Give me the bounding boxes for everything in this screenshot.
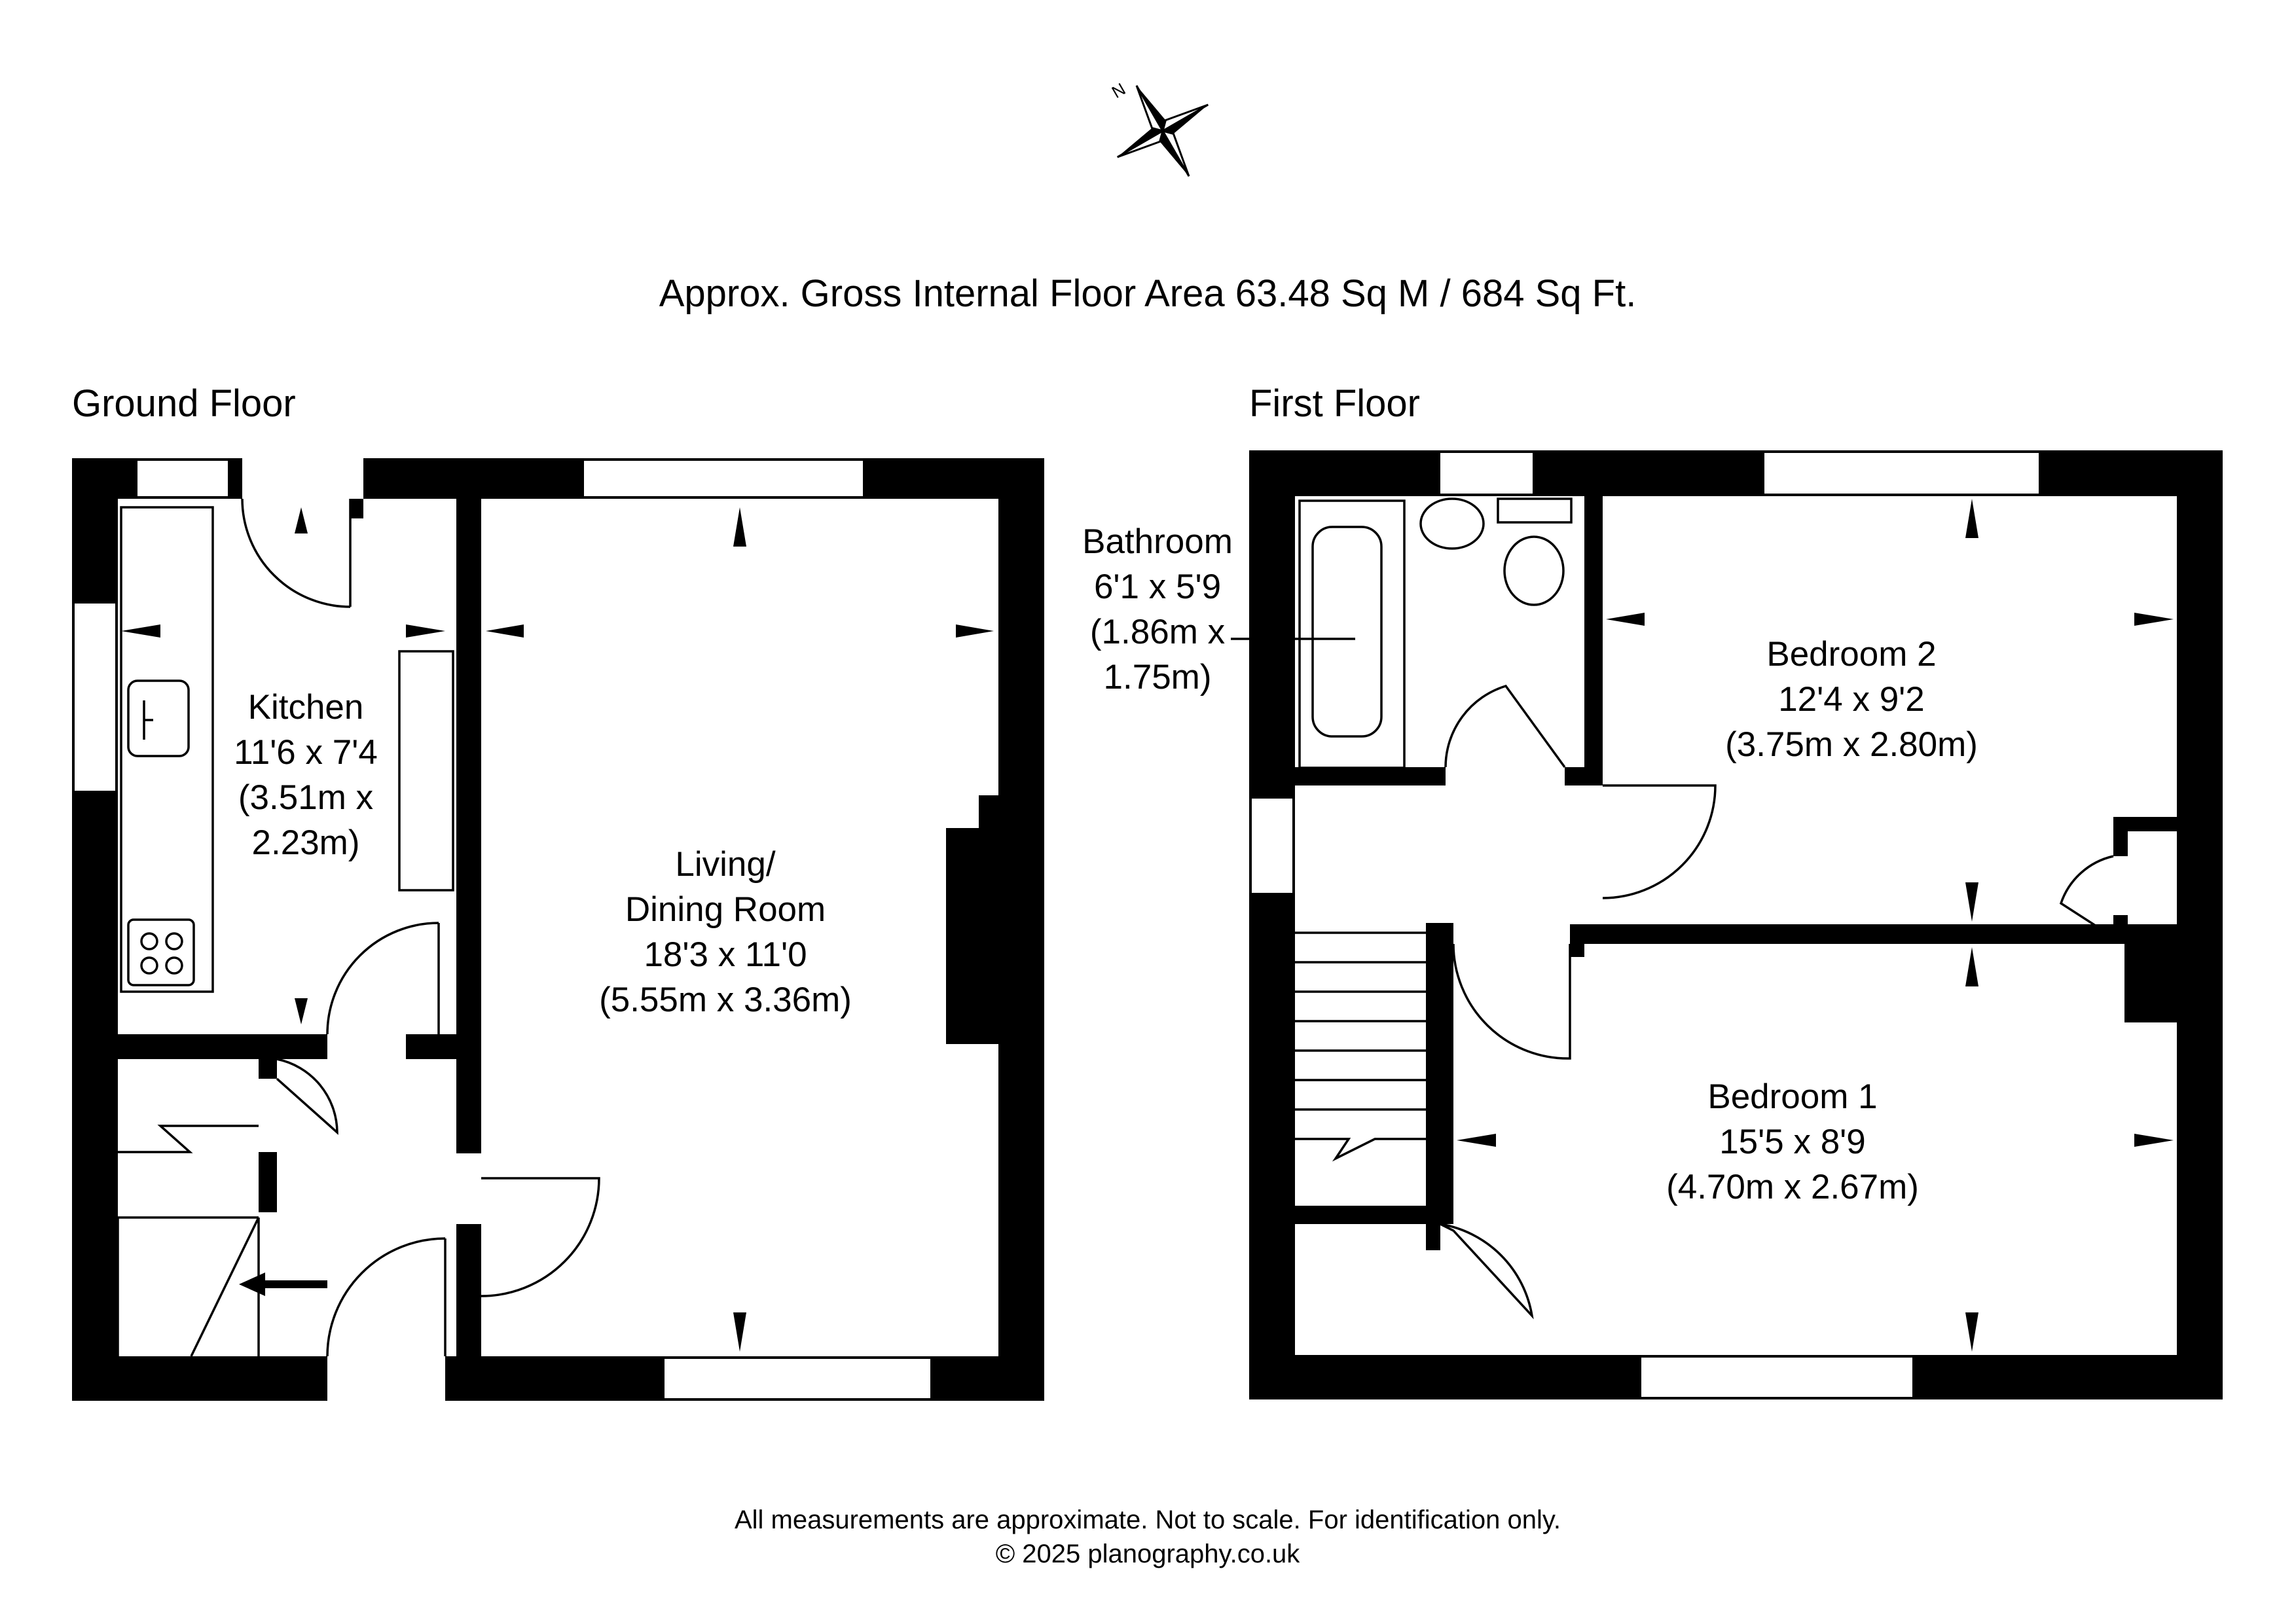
bathroom-dims-metric-2: 1.75m) — [1103, 658, 1212, 696]
living-room-label: Living/ — [675, 845, 776, 884]
kitchen-dims-metric-2: 2.23m) — [251, 823, 360, 862]
living-room-dims-imperial: 18'3 x 11'0 — [644, 935, 807, 974]
compass-icon — [1091, 60, 1235, 203]
kitchen-dims-imperial: 11'6 x 7'4 — [234, 733, 378, 772]
first-floor-title: First Floor — [1249, 382, 1420, 425]
bedroom-2-dims-metric: (3.75m x 2.80m) — [1725, 725, 1978, 764]
bedroom-2-label: Bedroom 2 — [1766, 635, 1937, 674]
kitchen-dims-metric-1: (3.51m x — [238, 778, 374, 817]
kitchen-label: Kitchen — [247, 688, 364, 727]
bathroom-dims-metric-1: (1.86m x — [1089, 613, 1226, 651]
bathroom-dims-imperial: 6'1 x 5'9 — [1093, 568, 1222, 606]
bedroom-1-dims-imperial: 15'5 x 8'9 — [1719, 1123, 1866, 1161]
first-floor-plan — [1231, 450, 2223, 1399]
bedroom-1-dims-metric: (4.70m x 2.67m) — [1666, 1168, 1919, 1206]
ground-floor-measure-arrows — [121, 507, 994, 1352]
living-room-dims-metric: (5.55m x 3.36m) — [599, 981, 852, 1019]
ground-floor-title: Ground Floor — [72, 382, 296, 425]
bedroom-1-label: Bedroom 1 — [1707, 1077, 1878, 1116]
ground-floor-plan — [72, 458, 1044, 1401]
copyright-text: © 2025 planography.co.uk — [995, 1540, 1300, 1568]
disclaimer-text: All measurements are approximate. Not to scale. For identification only. — [734, 1506, 1561, 1534]
compass-north-label: N — [1108, 79, 1129, 102]
bedroom-2-dims-imperial: 12'4 x 9'2 — [1778, 680, 1925, 719]
floor-area-heading: Approx. Gross Internal Floor Area 63.48 Sq M / 684 Sq Ft. — [659, 272, 1637, 315]
living-room-label-2: Dining Room — [625, 890, 826, 929]
bathroom-label: Bathroom — [1082, 522, 1233, 561]
